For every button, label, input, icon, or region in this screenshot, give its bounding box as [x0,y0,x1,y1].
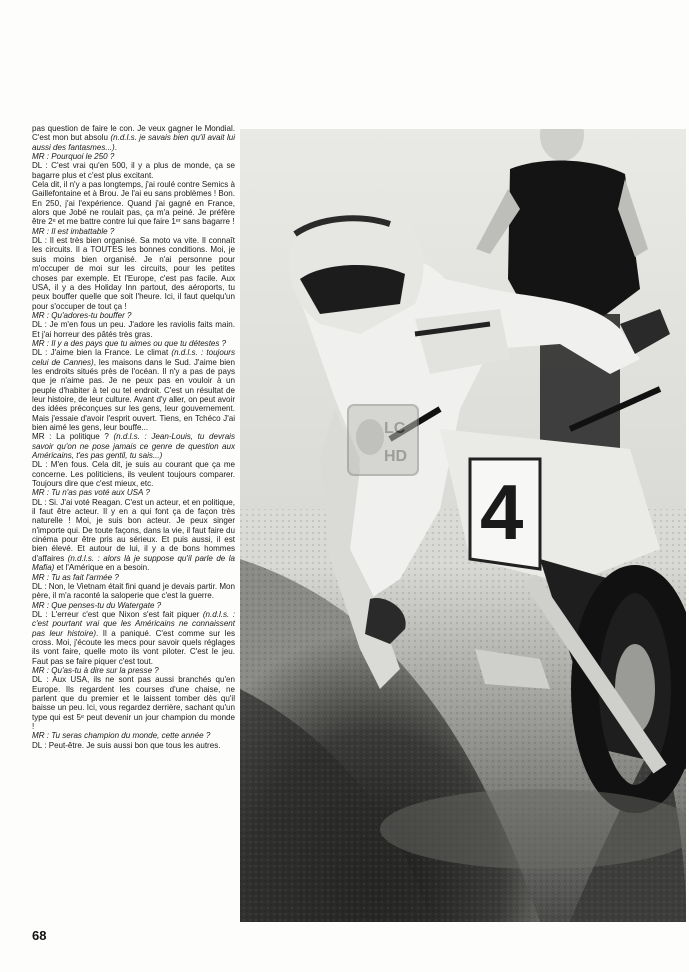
speaker-label: MR : [32,731,52,741]
interview-paragraph [32,731,235,740]
editor-note: (n.d.l.s. je savais bien qu'il avait lui aussi des fantasmes...) [32,133,235,152]
paragraph-text: L'erreur c'est que Nixon s'est fait piquer [51,609,203,619]
paragraph-text: Que penses-tu du Watergate ? [51,600,162,610]
interview-paragraph [32,161,235,180]
speaker-label: MR : [32,310,52,320]
paragraph-text: J'aime bien la France. Le climat [50,348,172,358]
watermark-logo-icon [346,403,420,477]
paragraph-text: Je m'en fous un peu. J'adore les raviolis faits main. Et j'ai horreur des pâtés très gras. [32,320,235,339]
paragraph-text: Aux USA, ils ne sont pas aussi branchés qu'en Europe. Ils regardent les courses d'une chaise, ne parlent que du premier et le laissent tomber dès qu'il baisse un peu. Ici, vous regardez derrière, sachant qu'un type qui est 5ᵉ peut devenir un jour champion du monde ! [32,675,235,731]
svg-text:HD: HD [384,448,408,465]
paragraph-text: Non, le Vietnam était fini quand je devais partir. Mon père, il m'a raconté la saloperie que c'est la guerre. [32,581,235,601]
editor-note: (n.d.l.s. : Jean-Louis, tu devrais savoir qu'on ne pose jamais ce genre de question aux Américains, t'es pas gentil, tu sais...) [32,432,235,461]
interview-paragraph [32,432,235,460]
paragraph-text-after-note: . Il a paniqué. C'est comme sur les cross. Moi, j'écoute les mecs pour savoir quels réglages ils vont faire, quelle moto ils vont piloter. C'est le jeu. Faut pas se faire piquer c'est tout. [32,628,236,666]
interview-paragraph [32,348,235,432]
interview-paragraph [32,488,235,497]
interview-paragraph [32,320,235,339]
svg-text:LC: LC [384,420,406,437]
interview-paragraph [32,236,235,311]
paragraph-text: Tu n'as pas voté aux USA ? [51,488,150,498]
paragraph-text: M'en fous. Cela dit, je suis au courant que ça me concerne. Les politiciens, ils veulent toujours comparer. Toujours dire que c'est mieux, etc. [32,460,235,489]
speaker-label: DL : [32,497,49,507]
number-plate-digit: 4 [480,468,524,556]
paragraph-text: Qu'as-tu à dire sur la presse ? [51,665,159,675]
speaker-label: DL : [32,320,50,330]
speaker-label: DL : [32,675,53,685]
editor-note: (n.d.l.s. : alors là je suppose qu'il parle de la Mafia) [32,553,235,573]
speaker-label: DL : [32,236,50,246]
interview-paragraph [32,124,235,152]
speaker-label: MR : [32,152,52,162]
interview-text-column [32,124,235,750]
paragraph-text: C'est vrai qu'en 500, il y a plus de monde, ça se bagarre plus et c'est plus excitant. [32,161,235,180]
speaker-label: DL : [32,460,51,470]
speaker-label: DL : [32,581,49,591]
paragraph-text: Pourquoi le 250 ? [51,152,115,162]
interview-paragraph [32,311,235,320]
paragraph-text: Qu'adores-tu bouffer ? [51,310,132,320]
interview-paragraph [32,180,235,227]
paragraph-text-after-note: , les maisons dans le Sud. J'aime bien les endroits situés près de l'océan. Il n'y a pas de pays que je n'aime pas. Je ne peux pas en vouloir à un peuple d'habiter à tel ou tel endroit. C'est un résultat de leur histoire, de leur culture. Avant d'y aller, on peut avoir des idées préconçues sur les gens, leur gouvernement. Mais j'essaie d'avoir l'esprit ouvert. Tiens, en Tchéco J'ai bien aimé les gens, leur bouffe... [32,357,235,432]
paragraph-text: Il est imbattable ? [51,226,115,236]
editor-note: (n.d.l.s. : toujours celui de Cannes) [32,348,235,367]
interview-paragraph [32,666,235,675]
interview-paragraph [32,601,235,610]
interview-paragraph [32,610,235,666]
speaker-label: MR : [32,488,52,498]
interview-paragraph [32,741,235,750]
paragraph-text: Tu as fait l'armée ? [51,572,119,582]
paragraph-text: La politique ? [56,432,114,442]
motocross-rider-photo-icon [240,129,686,922]
interview-paragraph [32,498,235,573]
interview-paragraph [32,573,235,582]
interview-paragraph [32,339,235,348]
speaker-label: DL : [32,609,52,619]
paragraph-text: Si. J'ai voté Reagan. C'est un acteur, et en politique, il faut être acteur. Il y en a qui font ça de façon très naturelle ! Moi, je suis bon acteur. Je peux singer n'importe qui. De toute façons, dans la vie, il faut faire du cinéma pour être pris au sérieux. Et puis aussi, il est bien élevé. Et autour de lui, il y a de bons hommes d'affaires [32,497,235,563]
page-number: 68 [32,928,47,943]
speaker-label: MR : [32,665,52,675]
speaker-label: MR : [32,432,57,442]
paragraph-text: Il y a des pays que tu aimes ou que tu détestes ? [51,338,227,348]
paragraph-text-after-note: . [114,142,117,152]
speaker-label: DL : [32,740,49,750]
interview-paragraph [32,675,235,731]
speaker-label: DL : [32,348,51,358]
speaker-label: MR : [32,226,52,236]
paragraph-text: Il est très bien organisé. Sa moto va vite. Il connaît les circuits. Il a TOUTES les bonnes conditions. Moi, je suis moins bien organisé. Je n'ai personne pour m'occuper de moi sur les circuits, pour les petites choses par exemple. Et l'Europe, c'est pas facile. Aux USA, il y a des Holiday Inn partout, des aéroports, tu peux bouffer quelle que soit l'heure. Ici, il faut quelqu'un pour s'occuper de tout ça ! [32,236,235,311]
speaker-label: MR : [32,338,52,348]
interview-paragraph [32,227,235,236]
interview-paragraph [32,152,235,161]
paragraph-text: pas question de faire le con. Je veux gagner le Mondial. C'est mon but absolu [32,124,235,143]
paragraph-text: Tu seras champion du monde, cette année ? [51,731,211,741]
paragraph-text-after-note: et l'Amérique en a besoin. [54,563,150,573]
paragraph-text: Cela dit, il n'y a pas longtemps, j'ai roulé contre Semics à Gaillefontaine et à Brou. Je l'ai eu sans problèmes ! Bon. En 250, j'ai l'expérience. Quand j'ai gagné en France, alors que Jobé ne roulait pas, ça m'a peiné. Je préfère être 2ᵉ et me battre contre lui que faire 1ᵉʳ sans bagarre ! [32,180,235,227]
paragraph-text: Peut-être. Je suis aussi bon que tous les autres. [48,740,221,750]
speaker-label: MR : [32,572,52,582]
interview-paragraph [32,582,235,601]
speaker-label: DL : [32,161,52,171]
editor-note: (n.d.l.s. : c'est pourtant vrai que les Américains ne connaissent pas leur histoire) [32,609,235,638]
interview-paragraph [32,460,235,488]
speaker-label: MR : [32,600,52,610]
